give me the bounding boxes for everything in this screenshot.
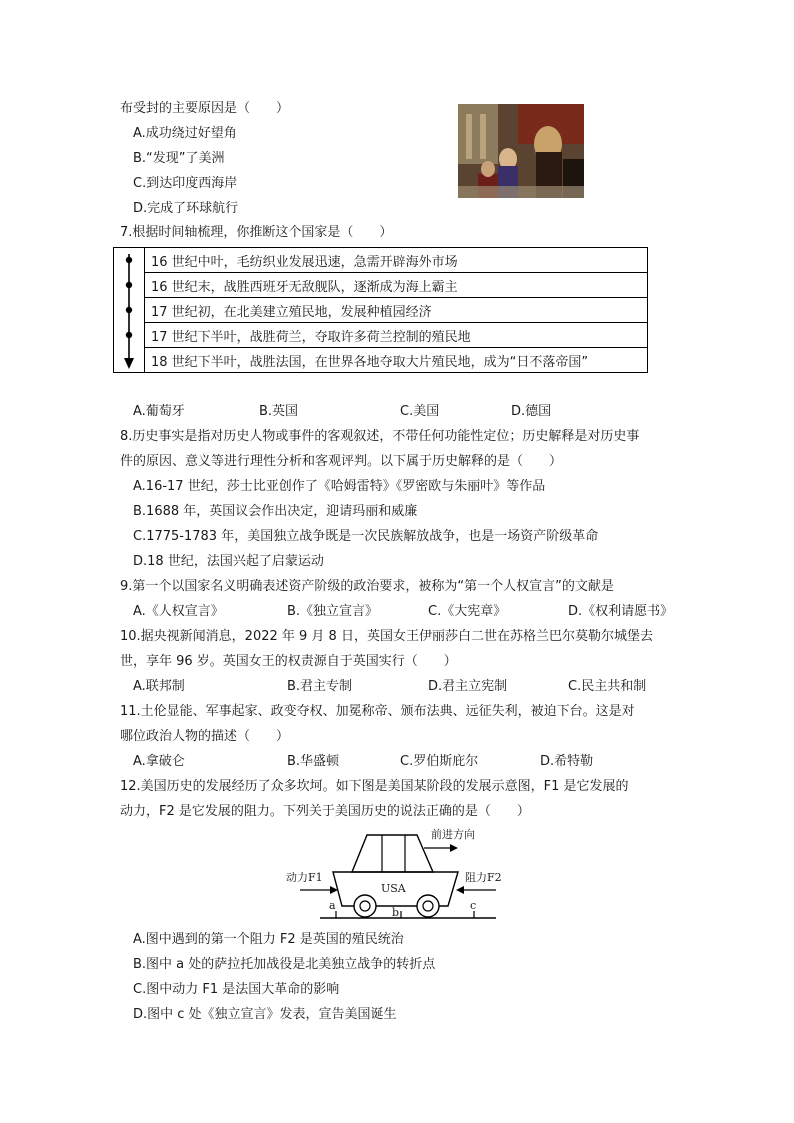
q7-option-b: B.英国 [259, 404, 299, 419]
timeline-event: 18 世纪下半叶，战胜法国，在世界各地夺取大片殖民地，成为“日不落帝国” [145, 348, 648, 373]
direction-label: 前进方向 [431, 828, 475, 841]
painting-illustration [458, 104, 584, 198]
q10-stem-line1: 10.据央视新闻消息，2022 年 9 月 8 日，英国女王伊丽莎白二世在苏格兰巴尔莫勒尔城堡去 [120, 629, 653, 644]
q10-option-c: C.民主共和制 [568, 679, 647, 694]
car-wheel [417, 895, 439, 917]
q11-option-a: A.拿破仑 [133, 754, 185, 769]
q11-option-c: C.罗伯斯庇尔 [400, 754, 479, 769]
q8-option-b: B.1688 年，英国议会作出决定，迎请玛丽和威廉 [133, 504, 418, 519]
timeline-event: 17 世纪下半叶，战胜荷兰，夺取许多荷兰控制的殖民地 [145, 323, 648, 348]
q11-stem-line1: 11.土伦显能、军事起家、政变夺权、加冕称帝、颁布法典、远征失利，被迫下台。这是对 [120, 704, 635, 719]
timeline-row [114, 348, 648, 373]
point-b-label: b [392, 906, 400, 919]
q12-option-a: A.图中遇到的第一个阻力 F2 是英国的殖民统治 [133, 932, 404, 947]
timeline-row [114, 248, 648, 273]
q12-option-d: D.图中 c 处《独立宣言》发表，宣告美国诞生 [133, 1007, 397, 1022]
q6-option-a: A.成功绕过好望角 [133, 126, 237, 141]
car-label: USA [381, 882, 406, 895]
q7-option-d: D.德国 [511, 404, 552, 419]
point-c-label: c [470, 899, 477, 912]
q12-option-b: B.图中 a 处的萨拉托加战役是北美独立战争的转折点 [133, 957, 436, 972]
q7-option-c: C.美国 [400, 404, 440, 419]
timeline-event: 16 世纪末，战胜西班牙无敌舰队，逐渐成为海上霸主 [145, 273, 648, 298]
car-wheel [354, 895, 376, 917]
q9-option-d: D.《权利请愿书》 [568, 604, 674, 619]
q6-option-c: C.到达印度西海岸 [133, 176, 238, 191]
q8-stem-line1: 8.历史事实是指对历史人物或事件的客观叙述，不带任何功能性定位；历史解释是对历史事 [120, 429, 640, 444]
q6-stem: 布受封的主要原因是（ ） [120, 101, 290, 116]
timeline-axis [114, 248, 145, 373]
force2-label: 阻力F2 [465, 871, 502, 884]
historical-painting [458, 104, 584, 198]
q7-stem: 7.根据时间轴梳理，你推断这个国家是（ ） [120, 225, 393, 240]
q8-option-c: C.1775-1783 年，美国独立战争既是一次民族解放战争，也是一场资产阶级革命 [133, 529, 599, 544]
q9-option-a: A.《人权宣言》 [133, 604, 224, 619]
timeline-row [114, 323, 648, 348]
car-cabin [352, 835, 433, 872]
q8-option-a: A.16-17 世纪，莎士比亚创作了《哈姆雷特》《罗密欧与朱丽叶》等作品 [133, 479, 546, 494]
timeline-arrow-icon [114, 248, 144, 373]
q12-stem-line1: 12.美国历史的发展经历了众多坎坷。如下图是美国某阶段的发展示意图，F1 是它发展的 [120, 779, 629, 794]
point-a-label: a [329, 899, 336, 912]
q11-stem-line2: 哪位政治人物的描述（ ） [120, 729, 290, 744]
q8-option-d: D.18 世纪，法国兴起了启蒙运动 [133, 554, 324, 569]
q6-option-b: B.“发现”了美洲 [133, 151, 225, 166]
q9-option-b: B.《独立宣言》 [287, 604, 379, 619]
q12-option-c: C.图中动力 F1 是法国大革命的影响 [133, 982, 340, 997]
timeline-row [114, 298, 648, 323]
timeline-event: 17 世纪初，在北美建立殖民地，发展种植园经济 [145, 298, 648, 323]
q7-option-a: A.葡萄牙 [133, 404, 185, 419]
timeline-table [113, 247, 648, 373]
q11-option-d: D.希特勒 [540, 754, 594, 769]
timeline-row [114, 273, 648, 298]
q10-option-d: D.君主立宪制 [428, 679, 508, 694]
q8-stem-line2: 件的原因、意义等进行理性分析和客观评判。以下属于历史解释的是（ ） [120, 454, 563, 469]
q9-stem: 9.第一个以国家名义明确表述资产阶级的政治要求，被称为“第一个人权宣言”的文献是 [120, 579, 614, 594]
q6-option-d: D.完成了环球航行 [133, 201, 239, 216]
q10-option-b: B.君主专制 [287, 679, 353, 694]
q10-option-a: A.联邦制 [133, 679, 185, 694]
q11-option-b: B.华盛顿 [287, 754, 340, 769]
force1-label: 动力F1 [286, 871, 323, 884]
q9-option-c: C.《大宪章》 [428, 604, 507, 619]
q10-stem-line2: 世，享年 96 岁。英国女王的权责源自于英国实行（ ） [120, 654, 457, 669]
q12-stem-line2: 动力，F2 是它发展的阻力。下列关于美国历史的说法正确的是（ ） [120, 804, 530, 819]
timeline-event: 16 世纪中叶，毛纺织业发展迅速，急需开辟海外市场 [145, 248, 648, 273]
